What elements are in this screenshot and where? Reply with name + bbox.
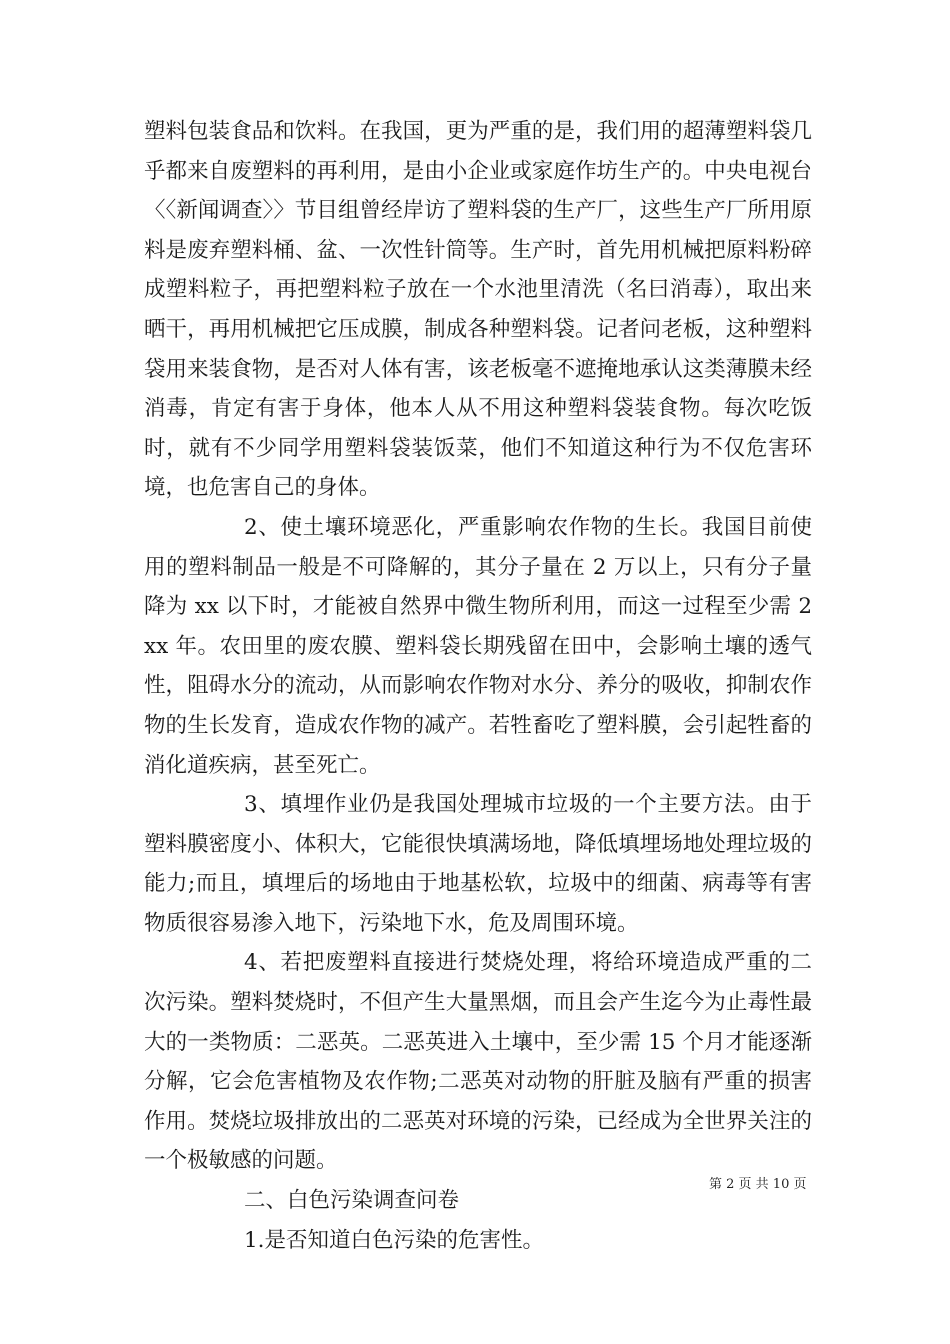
document-body xyxy=(144,112,812,1260)
survey-question-1: 1.是否知道白色污染的危害性。 xyxy=(244,1227,545,1253)
paragraph-plastic-bags: 塑料包装食品和饮料。在我国，更为严重的是，我们用的超薄塑料袋几乎都来自废塑料的再利用，是由小企业或家庭作坊生产的。中央电视台〈〈新闻调查〉〉节目组曾经岸访了塑料袋的生产厂，这些生产厂所用原料是废弃塑料桶、盆、一次性针筒等。生产时，首先用机械把原料粉碎成塑料粒子，再把塑料粒子放在一个水池里清洗（名曰消毒），取出来晒干，再用机械把它压成膜，制成各种塑料袋。记者问老板，这种塑料袋用来装食物，是否对人体有害，该老板毫不遮掩地承认这类薄膜未经消毒，肯定有害于身体，他本人从不用这种塑料袋装食物。每次吃饭时，就有不少同学用塑料袋装饭菜，他们不知道这种行为不仅危害环境，也危害自己的身体。 xyxy=(144,119,812,501)
section-heading: 二、白色污染调查问卷 xyxy=(244,1188,460,1214)
paragraph-landfill: 3、填埋作业仍是我国处理城市垃圾的一个主要方法。由于塑料膜密度小、体积大，它能很快填满场地，降低填埋场地处理垃圾的能力;而且，填埋后的场地由于地基松软，垃圾中的细菌、病毒等有害物质很容易渗入地下，污染地下水，危及周围环境。 xyxy=(144,792,812,936)
paragraph-soil-damage: 2、使土壤环境恶化，严重影响农作物的生长。我国目前使用的塑料制品一般是不可降解的，其分子量在 2 万以上，只有分子量降为 xx 以下时，才能被自然界中微生物所利用，而这一过程至少需 2xx 年。农田里的废农膜、塑料袋长期残留在田中，会影响土壤的透气性，阻碍水分的流动，从而影响农作物对水分、养分的吸收，抑制农作物的生长发育，造成农作物的减产。若牲畜吃了塑料膜，会引起牲畜的消化道疾病，甚至死亡。 xyxy=(144,514,812,778)
page-number-footer: 第 2 页 共 10 页 xyxy=(709,1177,807,1192)
paragraph-incineration: 4、若把废塑料直接进行焚烧处理，将给环境造成严重的二次污染。塑料焚烧时，不但产生大量黑烟，而且会产生迄今为止毒性最大的一类物质：二恶英。二恶英进入土壤中，至少需 15 个月才能逐渐分解，它会危害植物及农作物;二恶英对动物的肝脏及脑有严重的损害作用。焚烧垃圾排放出的二恶英对环境的污染，已经成为全世界关注的一个极敏感的问题。 xyxy=(144,950,812,1174)
